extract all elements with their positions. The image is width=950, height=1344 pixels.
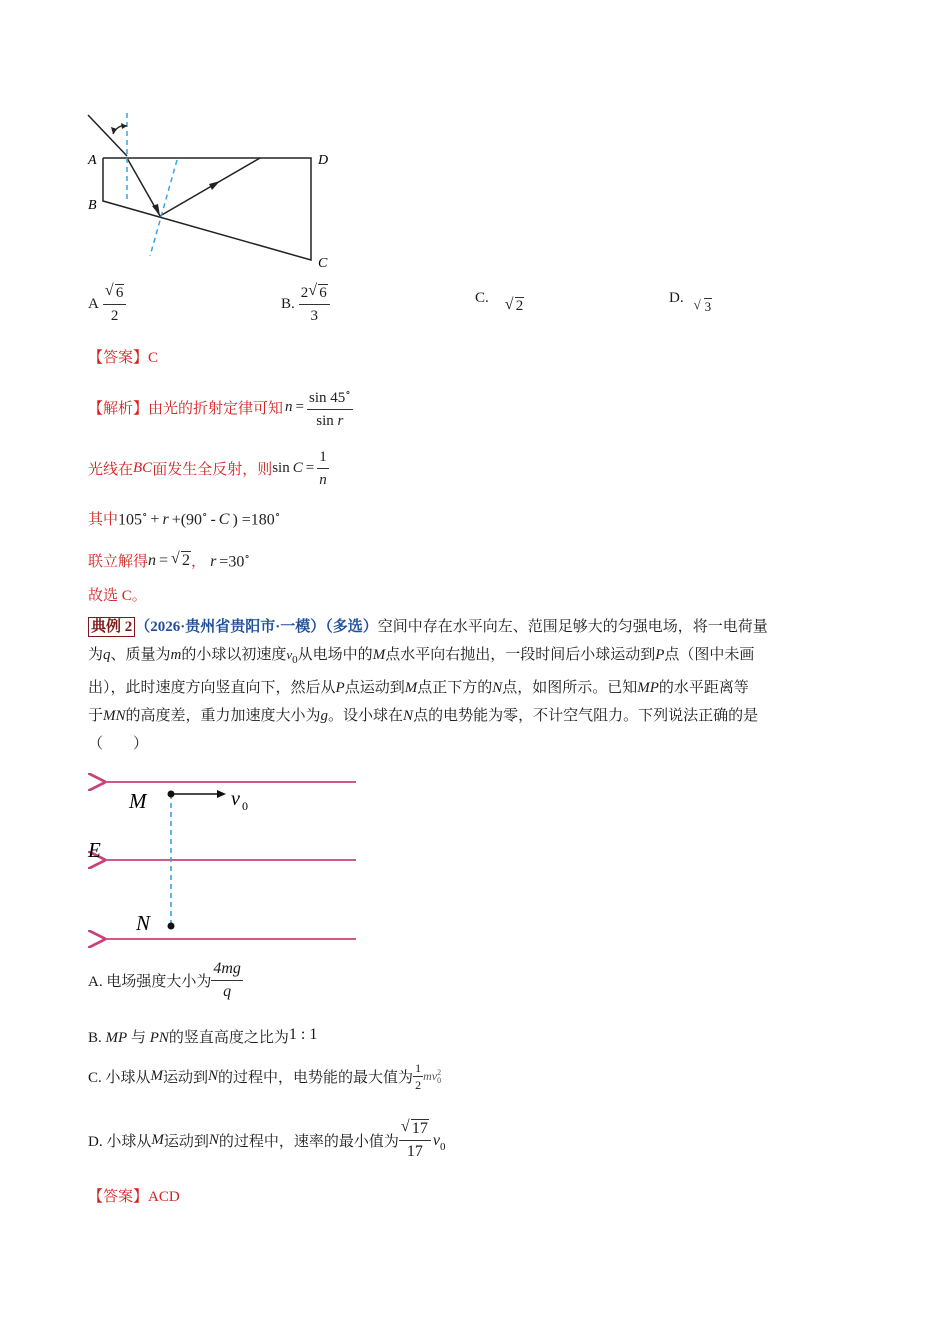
q2-option-d [88, 1118, 446, 1163]
q2-c-M: M [150, 1068, 164, 1084]
solution-line-1-text: 由光的折射定律可知 [148, 400, 284, 417]
plus-sign: + [150, 511, 160, 529]
q2-answer-value: ACD [148, 1189, 180, 1205]
stem-v-sub: 0 [292, 654, 298, 666]
stem-3c: 点正下方的 [417, 680, 493, 696]
stem-3a: 出），此时速度方向竖直向下，然后从 [88, 680, 336, 696]
snell-fraction: $\frac{\sin 45^\circ}{\text{sin r}}$ [307, 382, 353, 432]
stem-q: q [103, 647, 111, 663]
stem-3M: M [404, 680, 418, 696]
q2-d-N: N [208, 1132, 219, 1148]
q2-c-fraction [413, 1060, 423, 1093]
q2-d-radicand: 17 [411, 1120, 428, 1137]
q2-d-v: v [432, 1131, 440, 1149]
stem-v: v [286, 647, 293, 662]
q2-c-den: 2 [415, 1078, 422, 1092]
stem-3P: P [335, 680, 345, 696]
stem-4g: g [320, 708, 329, 724]
option-a-letter: A [88, 296, 99, 312]
q2-b-MP: MP [105, 1030, 128, 1046]
stem-2c: 的小球以初速度 [181, 647, 287, 663]
symbol-r: r [162, 511, 169, 529]
label-C: C [318, 256, 328, 271]
q2-answer [88, 1185, 180, 1206]
q2-d-text2: 运动到 [163, 1134, 209, 1150]
stem-2f: 点（图中未画 [664, 647, 755, 663]
stem-4d: 点的电势能为零，不计空气阻力。下列说法正确的是 [413, 708, 759, 724]
q2-a-den: q [223, 983, 232, 1000]
answer-paren: （ ） [88, 736, 149, 752]
q2-d-fraction: √ 17 17 [399, 1118, 431, 1163]
option-b-radicand: 6 [319, 285, 327, 301]
q2-option-a [88, 958, 243, 1003]
q2-option-b [88, 1026, 317, 1047]
stem-2a: 为 [88, 647, 104, 663]
equals-sign-3: = [159, 551, 169, 569]
symbol-n-2: n [148, 551, 157, 569]
q2-d-den: 17 [406, 1143, 423, 1160]
symbol-n: n [285, 398, 293, 415]
option-b [281, 282, 330, 327]
label-M: M [129, 789, 147, 813]
symbol-bc: BC [133, 460, 153, 476]
q2-c-text2: 运动到 [163, 1070, 209, 1086]
solution-line-5: 故选 C。 [88, 588, 147, 604]
equals-sign-2: = [305, 460, 315, 476]
stem-3d: 点，如图所示。已知 [502, 680, 638, 696]
option-c-letter: C. [475, 290, 489, 306]
q2-c-text3: 的过程中，电势能的最大值为 [218, 1070, 414, 1086]
stem-M: M [372, 647, 386, 663]
q2-answer-label: 【答案】 [88, 1189, 149, 1205]
label-E: E [88, 838, 101, 862]
q2-b-text1: B. [88, 1030, 102, 1046]
angle-30: =30 [219, 553, 245, 571]
q2-a-fraction [211, 958, 243, 1003]
option-b-coef: 2 [300, 285, 309, 301]
snell-den-sin: sin [316, 413, 334, 429]
velocity-arrow-head [217, 790, 226, 798]
label-D: D [318, 153, 329, 168]
q2-b-PN: PN [149, 1030, 169, 1046]
separator: ， [191, 554, 207, 571]
solution-line-1 [88, 382, 353, 432]
stem-3e: 的水平距离等 [658, 680, 749, 696]
critical-denominator: n [319, 472, 327, 488]
sin-word: sin [272, 460, 290, 476]
option-c-radicand: 2 [515, 298, 524, 314]
stem-line-1: 空间中存在水平向左、范围足够大的匀强电场，将一电荷量 [377, 619, 768, 635]
q2-c-num: 1 [415, 1061, 422, 1075]
angle-90: +(90 [171, 511, 203, 529]
stem-4a: 于 [88, 708, 104, 724]
q2-b-ratio: 1 : 1 [288, 1026, 318, 1043]
incident-ray [88, 115, 127, 156]
equals-sign: = [295, 398, 304, 415]
minus-sign: - [210, 511, 216, 529]
solution-line-4-text: 联立解得 [88, 554, 149, 571]
option-a-radicand: 6 [115, 285, 124, 301]
answer-label: 【答案】 [88, 350, 149, 366]
label-A: A [88, 153, 97, 168]
option-a-denominator: 2 [110, 308, 119, 324]
label-B: B [88, 198, 97, 213]
q2-c-N: N [208, 1068, 219, 1084]
example2-stem [88, 613, 864, 758]
stem-3MP: MP [637, 680, 659, 696]
q2-a-text: A. 电场强度大小为 [88, 974, 212, 990]
q2-d-text3: 的过程中，速率的最小值为 [218, 1134, 399, 1150]
prism-outline [103, 158, 311, 260]
point-N [168, 923, 175, 930]
option-d [669, 290, 712, 315]
label-N: N [136, 911, 151, 935]
critical-fraction [317, 446, 329, 491]
option-c [475, 290, 524, 315]
stem-4c: 。设小球在 [328, 708, 404, 724]
option-a-fraction: √ 6 2 [103, 282, 127, 327]
solution-line-2 [88, 446, 329, 491]
solution-line-3: 其中 105∘ + r +(90∘ - C ) =180∘ [88, 509, 281, 529]
stem-2d: 从电场中的 [297, 647, 373, 663]
option-a [88, 282, 126, 327]
example-tag: 典例 2 [88, 617, 135, 637]
stem-4b: 的高度差，重力加速度大小为 [125, 708, 321, 724]
option-b-denominator: 3 [310, 308, 319, 324]
solution-line-2-text: 光线在 [88, 462, 134, 478]
answer-value: C [148, 350, 159, 366]
label-v: v [231, 788, 240, 810]
q2-d-M: M [151, 1132, 164, 1148]
snell-numerator: sin 45 [309, 390, 346, 406]
field-figure [84, 768, 364, 953]
q2-d-sub: 0 [440, 1140, 446, 1153]
arrow-head-1 [152, 204, 160, 216]
angle-180: ) =180 [232, 511, 275, 529]
solution-line-2-text2: 面发生全反射，则 [152, 462, 273, 478]
arc-arrow-2 [121, 123, 127, 129]
angle-105: 105 [118, 511, 143, 529]
q2-c-sub: 0 [437, 1075, 442, 1085]
option-d-letter: D. [669, 290, 684, 306]
symbol-r-2: r [210, 553, 217, 571]
critical-numerator: 1 [317, 446, 329, 469]
stem-3b: 点运动到 [344, 680, 405, 696]
symbol-c: C [292, 460, 303, 476]
stem-4MN: MN [103, 708, 126, 724]
stem-m: m [170, 647, 182, 663]
q2-b-text2: 与 [130, 1030, 146, 1046]
stem-3N: N [492, 680, 503, 696]
q1-answer [88, 346, 158, 367]
option-d-radicand: 3 [704, 298, 712, 314]
snell-den-r: r [337, 413, 344, 429]
option-b-fraction: 2 √ 6 3 [299, 282, 330, 327]
sqrt-2: √ 2 [171, 549, 191, 569]
stem-4N: N [403, 708, 414, 724]
stem-P: P [655, 647, 665, 663]
solution-line-4: 联立解得 n = √ 2 ， r =30∘ [88, 549, 250, 571]
prism-figure [80, 108, 340, 273]
example-source: （2026·贵州省贵阳市·一模）（多选） [135, 619, 378, 635]
q2-d-text1: D. 小球从 [88, 1134, 152, 1150]
q2-c-sup: 2 [437, 1067, 442, 1077]
q2-a-num: 4mg [211, 958, 243, 981]
q2-c-text1: C. 小球从 [88, 1070, 151, 1086]
option-d-sqrt: √ 3 [693, 296, 712, 314]
arrow-head-2 [209, 181, 220, 190]
label-v-sub: 0 [242, 799, 248, 813]
option-b-letter: B. [281, 296, 295, 312]
solution-label: 【解析】 [88, 400, 149, 417]
solution-line-3-text: 其中 [88, 512, 119, 529]
sqrt-2-radicand: 2 [182, 551, 191, 569]
stem-2b: 、质量为 [110, 647, 171, 663]
reflected-ray [160, 158, 260, 216]
q2-b-text3: 的竖直高度之比为 [168, 1030, 289, 1046]
option-c-sqrt: √ 2 [504, 296, 524, 314]
stem-2e: 点水平向右抛出，一段时间后小球运动到 [385, 647, 656, 663]
q2-option-c [88, 1060, 441, 1093]
q2-c-expr: mv [423, 1069, 438, 1083]
symbol-c-2: C [218, 511, 230, 529]
